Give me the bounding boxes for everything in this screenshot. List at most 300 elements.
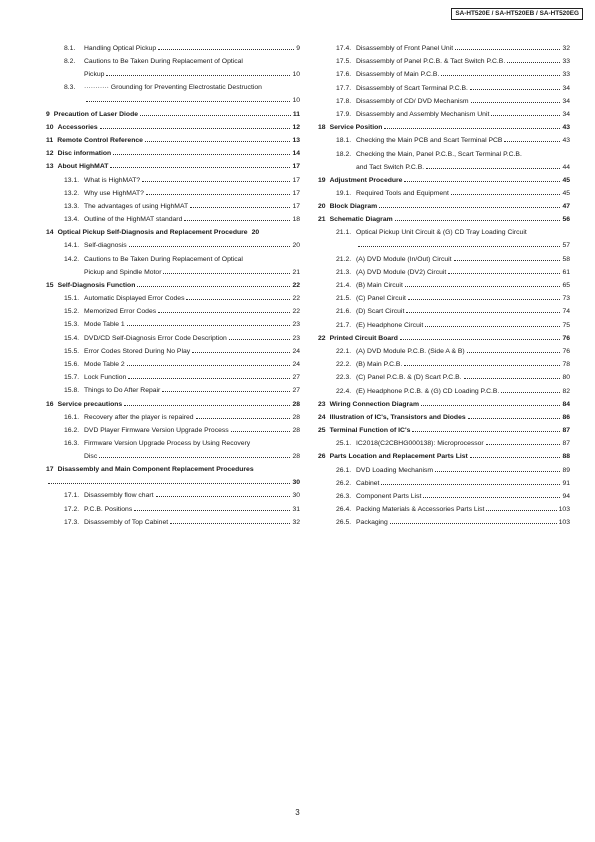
toc-entry-title: Printed Circuit Board — [329, 334, 398, 342]
toc-entry[interactable] — [318, 466, 570, 479]
toc-entry-line — [356, 294, 570, 303]
toc-entry[interactable] — [318, 307, 570, 320]
toc-entry-number: 17.3. — [64, 518, 80, 526]
toc-entry[interactable] — [318, 202, 570, 215]
dot-leader — [129, 246, 291, 247]
toc-entry-number: 17.8. — [336, 97, 352, 105]
toc-entry-line — [356, 110, 570, 119]
toc-entry-line — [84, 215, 300, 224]
toc-entry-number: 25.1. — [336, 440, 352, 448]
toc-entry-page: 43 — [562, 124, 570, 132]
toc-entry-page: 61 — [562, 268, 570, 276]
toc-entry-number: 21 — [318, 216, 326, 224]
toc-entry-line — [46, 110, 300, 119]
toc-entry-line — [356, 97, 570, 106]
toc-entry-title: DVD Loading Mechanism — [356, 466, 434, 474]
toc-entry-title: Cautions to Be Taken During Replacement of Optical — [84, 58, 243, 66]
toc-entry[interactable] — [46, 426, 300, 439]
toc-entry-line — [84, 307, 300, 316]
toc-entry-title: Optical Pickup Self-Diagnosis and Replacement Procedure — [57, 229, 248, 237]
toc-entry-page: 10 — [292, 97, 300, 105]
toc-entry-line — [84, 347, 300, 356]
toc-entry-page: 84 — [562, 400, 570, 408]
toc-entry-title: Wiring Connection Diagram — [329, 400, 419, 408]
toc-entry-page: 47 — [562, 203, 570, 211]
toc-entry-title: Disc information — [57, 150, 112, 158]
toc-entry-page: 28 — [292, 453, 300, 461]
toc-entry-number: 14 — [46, 229, 54, 237]
dot-leader — [426, 168, 560, 169]
toc-entry-title: Block Diagram — [329, 203, 378, 211]
toc-entry-line — [356, 360, 570, 369]
toc-entry-number: 26.5. — [336, 519, 352, 527]
toc-entry-number: 21.7. — [336, 321, 352, 329]
toc-entry-number: 18.1. — [336, 137, 352, 145]
toc-entry-title: What is HighMAT? — [84, 176, 141, 184]
toc-entry-line — [356, 347, 570, 356]
toc-entry-page: 9 — [296, 45, 300, 52]
toc-entry-line — [84, 426, 300, 435]
dot-leader — [412, 431, 560, 432]
toc-entry-continuation — [84, 268, 300, 277]
toc-entry[interactable] — [318, 110, 570, 123]
toc-entry-number: 12 — [46, 150, 54, 158]
toc-entry-title: Service Position — [329, 124, 383, 132]
toc-entry-title: Outline of the HighMAT standard — [84, 216, 183, 224]
toc-entry-line — [356, 466, 570, 475]
toc-entry[interactable] — [46, 83, 300, 109]
dot-leader — [100, 128, 291, 129]
toc-entry[interactable] — [318, 426, 570, 439]
toc-entry-title: Cautions to Be Taken During Replacement of Optical — [84, 255, 243, 263]
toc-entry-page: 56 — [562, 216, 570, 224]
toc-entry-line — [356, 84, 570, 93]
toc-entry-line — [46, 228, 300, 237]
toc-entry-page: 28 — [292, 426, 300, 434]
toc-entry-title-cont: Pickup and Spindle Motor — [84, 268, 162, 276]
toc-entry-line — [84, 241, 300, 250]
toc-entry-number: 16.1. — [64, 413, 80, 421]
toc-entry-title: Parts Location and Replacement Parts List — [329, 453, 468, 461]
toc-entry-line — [84, 202, 300, 211]
toc-entry-title: The advantages of using HighMAT — [84, 202, 189, 210]
toc-entry-title: (E) Headphone Circuit — [356, 321, 424, 329]
toc-entry-page: 28 — [292, 400, 300, 408]
toc-entry-title: Checking the Main PCB and Scart Terminal PCB — [356, 137, 503, 145]
toc-entry-number: 26.2. — [336, 479, 352, 487]
toc-entry-number: 21.3. — [336, 268, 352, 276]
toc-entry[interactable] — [318, 492, 570, 505]
toc-entry[interactable] — [318, 189, 570, 202]
dot-leader — [405, 286, 561, 287]
toc-entry-page: 34 — [562, 97, 570, 105]
toc-entry-title: Disassembly of Main P.C.B. — [356, 71, 440, 79]
toc-entry[interactable] — [318, 400, 570, 413]
toc-entry-title: Things to Do After Repair — [84, 387, 161, 395]
toc-entry[interactable] — [318, 373, 570, 386]
toc-entry-continuation — [46, 478, 300, 487]
toc-entry-title: Accessories — [57, 123, 98, 131]
toc-entry[interactable] — [46, 505, 300, 518]
toc-entry[interactable] — [318, 97, 570, 110]
toc-entry[interactable] — [318, 70, 570, 83]
toc-entry-number: 9 — [46, 110, 50, 118]
toc-entry[interactable] — [46, 281, 300, 294]
toc-entry[interactable] — [46, 215, 300, 228]
toc-entry[interactable] — [318, 334, 570, 347]
dot-leader — [358, 246, 560, 247]
dot-leader — [137, 286, 290, 287]
toc-entry-page: 30 — [292, 492, 300, 500]
toc-entry[interactable] — [46, 373, 300, 386]
toc-entry-title: Service precautions — [57, 400, 123, 408]
toc-entry-page: 22 — [292, 295, 300, 302]
toc-entry-number: 21.2. — [336, 255, 352, 263]
toc-entry-title: (A) DVD Module (DV2) Circuit — [356, 268, 447, 276]
toc-entry-number: 26.3. — [336, 493, 352, 500]
dot-leader — [395, 220, 561, 221]
dot-leader — [464, 378, 561, 379]
toc-entry[interactable] — [318, 413, 570, 426]
dot-leader — [404, 181, 560, 182]
toc-entry-title: DVD/CD Self-Diagnosis Error Code Description — [84, 334, 227, 342]
dot-leader — [170, 523, 290, 524]
toc-entry-page: 27 — [292, 387, 300, 395]
dot-leader — [468, 418, 561, 419]
toc-entry-number: 22.1. — [336, 347, 352, 355]
toc-entry-title: Cabinet — [356, 479, 380, 487]
toc-entry[interactable] — [46, 241, 300, 254]
dot-leader — [192, 352, 290, 353]
toc-left-column — [46, 44, 300, 531]
toc-entry-title: DVD Player Firmware Version Upgrade Process — [84, 426, 229, 434]
toc-entry-title: Optical Pickup Unit Circuit & (G) CD Tray Loading Circuit — [356, 229, 527, 237]
dot-leader — [435, 471, 560, 472]
toc-entry[interactable] — [318, 57, 570, 70]
toc-entry-number: 15.2. — [64, 308, 80, 316]
toc-entry-number: 19.1. — [336, 189, 352, 197]
toc-entry-number: 21.4. — [336, 282, 352, 289]
toc-entry-page: 76 — [562, 347, 570, 355]
toc-entry-title: Disassembly of Scart Terminal P.C.B. — [356, 84, 468, 92]
toc-entry[interactable] — [318, 360, 570, 373]
toc-entry-page: 87 — [562, 427, 570, 435]
toc-entry-line — [356, 479, 570, 488]
toc-entry-number: 15.3. — [64, 321, 80, 329]
toc-entry[interactable] — [46, 360, 300, 373]
dot-leader — [140, 115, 291, 116]
toc-entry-line — [318, 176, 570, 185]
toc-entry-page: 103 — [558, 506, 570, 514]
toc-entry[interactable] — [318, 505, 570, 518]
toc-entry-page: 43 — [562, 137, 570, 145]
toc-entry-number: 17.7. — [336, 84, 352, 92]
toc-entry-page: 24 — [292, 360, 300, 368]
toc-entry[interactable] — [46, 439, 300, 465]
toc-entry[interactable] — [46, 228, 300, 241]
toc-entry[interactable] — [46, 320, 300, 333]
toc-entry-page: 80 — [562, 374, 570, 382]
toc-entry[interactable] — [46, 413, 300, 426]
toc-entry-line — [356, 44, 570, 53]
toc-entry[interactable] — [318, 439, 570, 452]
toc-entry[interactable] — [46, 294, 300, 307]
toc-entry-line — [356, 321, 570, 330]
toc-entry[interactable] — [318, 321, 570, 334]
toc-entry-page: 82 — [562, 387, 570, 395]
toc-entry-title-cont: Pickup — [84, 71, 105, 79]
dot-leader — [441, 75, 560, 76]
toc-entry[interactable] — [46, 123, 300, 136]
toc-entry[interactable] — [318, 44, 570, 57]
dot-leader — [384, 128, 560, 129]
dot-leader — [400, 339, 561, 340]
toc-entry-number: 15.7. — [64, 374, 80, 382]
toc-entry-page: 17 — [292, 163, 300, 171]
toc-entry-number: 26 — [318, 453, 326, 461]
toc-entry-line — [356, 255, 570, 264]
toc-entry-number: 25 — [318, 427, 326, 435]
model-header: SA-HT520E / SA-HT520EB / SA-HT520EG — [451, 8, 583, 20]
toc-entry-number: 14.2. — [64, 255, 80, 263]
toc-entry[interactable] — [46, 149, 300, 162]
toc-entry-page: 22 — [292, 281, 300, 289]
toc-entry-page: 103 — [558, 519, 570, 527]
toc-entry-page: 73 — [562, 295, 570, 303]
toc-entry[interactable] — [318, 123, 570, 136]
toc-entry[interactable] — [46, 255, 300, 281]
toc-entry-title: (B) Main P.C.B. — [356, 361, 403, 369]
toc-entry-line — [356, 268, 570, 277]
toc-entry-line — [84, 44, 300, 53]
toc-entry-line — [84, 373, 300, 382]
toc-entry[interactable] — [318, 215, 570, 228]
toc-entry-line — [356, 439, 570, 448]
toc-entry-title: Disassembly and Main Component Replacement Procedures — [57, 466, 254, 474]
toc-entry[interactable] — [46, 162, 300, 175]
toc-entry-line — [318, 426, 570, 435]
toc-entry-page: 45 — [562, 176, 570, 184]
toc-entry[interactable] — [46, 110, 300, 123]
toc-entry-page: 21 — [292, 268, 300, 276]
toc-entry-number: 10 — [46, 123, 54, 131]
dot-leader — [127, 365, 291, 366]
toc-entry-page: 34 — [562, 84, 570, 92]
toc-entry-title: Memorized Error Codes — [84, 308, 157, 316]
toc-entry-page: 22 — [292, 308, 300, 316]
dot-leader — [491, 115, 560, 116]
toc-entry-page: 34 — [562, 110, 570, 118]
dot-leader — [127, 325, 291, 326]
toc-entry-page: 91 — [562, 479, 570, 487]
toc-entry-title: About HighMAT — [57, 163, 109, 171]
dot-leader — [229, 339, 291, 340]
toc-entry-title: Self-Diagnosis Function — [57, 281, 136, 289]
toc-entry-title: Error Codes Stored During No Play — [84, 347, 191, 355]
toc-entry-number: 16.3. — [64, 440, 80, 448]
toc-entry-page: 10 — [292, 71, 300, 79]
toc-entry-title: Lock Function — [84, 374, 127, 382]
toc-entry[interactable] — [318, 347, 570, 360]
toc-entry-line — [46, 123, 300, 132]
toc-entry-page: 86 — [562, 413, 570, 421]
toc-entry-number: 17.1. — [64, 492, 80, 500]
toc-entry[interactable] — [46, 189, 300, 202]
toc-entry[interactable] — [318, 136, 570, 149]
toc-entry-line — [84, 320, 300, 329]
toc-entry-title: Recovery after the player is repaired — [84, 413, 194, 421]
toc-entry-line — [356, 307, 570, 316]
dot-leader — [504, 141, 560, 142]
toc-entry-line — [356, 70, 570, 79]
toc-entry-line — [356, 57, 570, 66]
toc-entry-page: 74 — [562, 308, 570, 316]
dot-leader — [128, 378, 290, 379]
toc-entry[interactable] — [318, 452, 570, 465]
toc-entry[interactable] — [46, 465, 300, 491]
toc-entry-title: (D) Scart Circuit — [356, 308, 405, 316]
toc-entry-number: 26.4. — [336, 506, 352, 514]
dot-leader — [163, 273, 290, 274]
toc-entry-line — [84, 294, 300, 303]
toc-entry[interactable] — [318, 84, 570, 97]
toc-entry[interactable] — [46, 176, 300, 189]
toc-entry-line — [318, 334, 570, 343]
toc-entry-page: 17 — [292, 189, 300, 197]
toc-entry-title: Firmware Version Upgrade Process by Using Recovery — [84, 440, 251, 448]
dot-leader — [454, 260, 561, 261]
toc-entry-number: 13 — [46, 163, 54, 171]
toc-entry-page: 78 — [562, 361, 570, 369]
toc-entry-line — [46, 465, 300, 474]
toc-entry-line — [356, 505, 570, 514]
toc-entry-number: 19 — [318, 176, 326, 184]
toc-entry[interactable] — [318, 387, 570, 400]
toc-entry[interactable] — [46, 386, 300, 399]
dot-leader — [196, 418, 291, 419]
toc-entry-title: Mode Table 1 — [84, 321, 125, 329]
toc-entry-line — [356, 492, 570, 501]
toc-entry-number: 23 — [318, 400, 326, 408]
toc-entry-line — [84, 386, 300, 395]
toc-entry[interactable] — [318, 150, 570, 176]
toc-entry-title: P.C.B. Positions — [84, 505, 133, 513]
toc-entry-line — [318, 123, 570, 132]
toc-entry-page: 17 — [292, 176, 300, 184]
toc-entry-number: 17.2. — [64, 505, 80, 513]
toc-entry-title: Illustration of IC's, Transistors and Diodes — [329, 413, 466, 421]
toc-entry[interactable] — [318, 255, 570, 268]
toc-entry[interactable] — [318, 518, 570, 531]
toc-entry[interactable] — [46, 518, 300, 531]
toc-entry-number: 16 — [46, 400, 54, 408]
toc-entry-line — [46, 162, 300, 171]
toc-entry-number: 21.5. — [336, 295, 352, 303]
toc-entry[interactable] — [46, 202, 300, 215]
toc-entry[interactable] — [318, 281, 570, 294]
toc-entry-title: ··········· Grounding for Preventing Electrostatic Destruction — [84, 84, 262, 92]
toc-entry-page: 27 — [292, 374, 300, 382]
toc-entry-line — [84, 491, 300, 500]
toc-entry-title: Self-diagnosis — [84, 242, 127, 250]
toc-entry-page: 30 — [292, 479, 300, 487]
dot-leader — [455, 49, 560, 50]
toc-entry-number: 17 — [46, 466, 54, 474]
toc-entry-title: Packing Materials & Accessories Parts List — [356, 506, 485, 514]
toc-entry-number: 18.2. — [336, 150, 352, 158]
toc-entry-page: 18 — [292, 216, 300, 224]
toc-entry-line — [84, 176, 300, 185]
toc-entry[interactable] — [318, 479, 570, 492]
dot-leader — [423, 497, 560, 498]
toc-entry-line — [318, 452, 570, 461]
toc-entry-number: 21.6. — [336, 308, 352, 316]
toc-entry[interactable] — [318, 294, 570, 307]
toc-entry-page: 58 — [562, 255, 570, 263]
toc-entry-number: 22 — [318, 334, 326, 342]
dot-leader — [451, 194, 561, 195]
toc-entry-page: 20 — [251, 229, 260, 237]
toc-entry-title: Checking the Main, Panel P.C.B., Scart Terminal P.C.B. — [356, 150, 522, 158]
toc-entry-title: Packaging — [356, 519, 388, 527]
toc-entry-page: 20 — [292, 242, 300, 250]
toc-entry-page: 45 — [562, 189, 570, 197]
toc-entry-title: (A) DVD Module (In/Out) Circuit — [356, 255, 452, 263]
toc-entry-line — [84, 518, 300, 527]
toc-entry[interactable] — [46, 334, 300, 347]
dot-leader — [156, 496, 291, 497]
dot-leader — [408, 299, 561, 300]
toc-entry-line — [84, 413, 300, 422]
toc-entry-continuation — [356, 163, 570, 172]
dot-leader — [379, 207, 560, 208]
toc-entry[interactable] — [46, 347, 300, 360]
toc-entry-number: 8.3. — [64, 84, 76, 92]
toc-entry-title: Disassembly of CD/ DVD Mechanism — [356, 97, 469, 105]
toc-entry-line — [318, 413, 570, 422]
dot-leader — [425, 326, 560, 327]
toc-entry[interactable] — [318, 176, 570, 189]
dot-leader — [231, 431, 291, 432]
toc-entry-line — [84, 360, 300, 369]
toc-entry-page: 33 — [562, 71, 570, 79]
toc-entry[interactable] — [46, 491, 300, 504]
toc-entry-page: 94 — [562, 493, 570, 500]
toc-entry-number: 15.1. — [64, 295, 80, 302]
toc-entry-title: (C) Panel Circuit — [356, 295, 406, 303]
toc-entry[interactable] — [46, 400, 300, 413]
toc-entry-page: 28 — [292, 413, 300, 421]
dot-leader — [99, 457, 290, 458]
toc-entry[interactable] — [46, 136, 300, 149]
toc-entry[interactable] — [46, 44, 300, 57]
dot-leader — [146, 194, 291, 195]
dot-leader — [86, 101, 290, 102]
toc-entry-number: 22.4. — [336, 387, 352, 395]
toc-entry-line — [356, 281, 570, 290]
toc-entry-title: Schematic Diagram — [329, 216, 393, 224]
dot-leader — [486, 444, 561, 445]
dot-leader — [158, 312, 290, 313]
toc-entry-number: 15 — [46, 281, 54, 289]
toc-entry[interactable] — [46, 57, 300, 83]
toc-entry-line — [46, 400, 300, 409]
toc-entry[interactable] — [318, 228, 570, 254]
toc-entry[interactable] — [318, 268, 570, 281]
toc-entry[interactable] — [46, 307, 300, 320]
toc-entry-number: 17.5. — [336, 58, 352, 66]
dot-leader — [184, 220, 290, 221]
